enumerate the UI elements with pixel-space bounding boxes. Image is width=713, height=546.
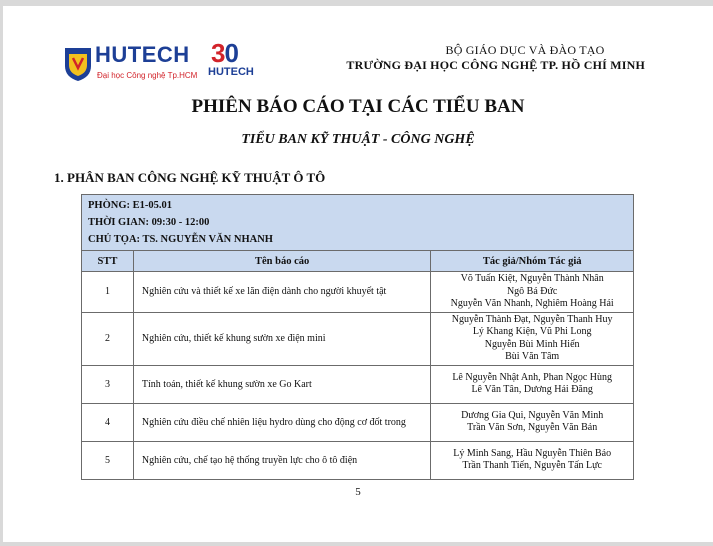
row-authors [431,365,634,403]
row-authors [431,312,634,365]
anniversary-digit-zero: 0 [224,38,238,68]
page-number: 5 [355,486,361,498]
column-header-title: Tên báo cáo [133,251,430,272]
document-page [3,6,713,542]
session-info-cell [82,195,634,251]
anniversary-digit-three: 3 [211,38,225,68]
table-row [82,365,634,403]
page-title: PHIÊN BÁO CÁO TẠI CÁC TIỂU BAN [191,96,525,117]
anniversary-label: HUTECH [208,66,254,78]
author-line: Dương Gia Qui, Nguyễn Văn Minh [461,409,604,421]
row-title: Nghiên cứu và thiết kế xe lăn điện dành cho người khuyết tật [133,272,430,313]
author-line: Lý Minh Sang, Hầu Nguyễn Thiên Bảo [453,447,612,459]
time-info: THỜI GIAN: 09:30 - 12:00 [88,217,210,228]
author-line: Nguyễn Thành Đạt, Nguyễn Thanh Huy [451,313,613,325]
column-header-authors: Tác giả/Nhóm Tác giả [431,251,634,272]
row-title: Tính toán, thiết kế khung sườn xe Go Kart [133,365,430,403]
table-row [82,403,634,441]
author-line: Lê Văn Tân, Dương Hải Đăng [471,384,593,395]
section-heading: 1. PHÂN BAN CÔNG NGHỆ KỸ THUẬT Ô TÔ [54,170,326,185]
room-info: PHÒNG: E1-05.01 [88,200,172,211]
author-line: Bùi Văn Tâm [505,351,560,362]
author-line: Trần Văn Sơn, Nguyễn Văn Bản [467,422,598,433]
author-line: Lê Nguyễn Nhật Anh, Phan Ngọc Hùng [452,371,613,383]
anniversary-logo [205,38,261,86]
institution-block [345,43,645,73]
logo-wordmark: HUTECH [95,42,190,67]
row-stt: 5 [82,441,134,479]
anniversary-number [211,38,238,69]
author-line: Ngô Bá Đức [506,285,558,297]
university-name: TRƯỜNG ĐẠI HỌC CÔNG NGHỆ TP. HỒ CHÍ MINH [346,58,645,72]
author-line: Lý Khang Kiện, Vũ Phi Long [472,326,592,337]
hutech-logo [63,44,203,88]
row-stt: 4 [82,403,134,441]
author-line: Trần Thanh Tiến, Nguyễn Tấn Lực [462,460,602,471]
table-row [82,441,634,479]
row-authors [431,403,634,441]
row-title: Nghiên cứu, chế tạo hệ thống truyền lực cho ô tô điện [133,441,430,479]
page-subtitle: TIỂU BAN KỸ THUẬT - CÔNG NGHỆ [241,132,475,147]
row-stt: 2 [82,312,134,365]
row-authors [431,272,634,313]
row-stt: 3 [82,365,134,403]
shield-icon [63,46,93,82]
author-line: Nguyễn Văn Nhanh, Nghiêm Hoàng Hải [450,298,614,309]
row-authors [431,441,634,479]
session-info-row [82,195,634,251]
row-stt: 1 [82,272,134,313]
author-line: Nguyễn Bùi Minh Hiển [484,338,580,350]
column-header-stt: STT [82,251,134,272]
author-line: Võ Tuấn Kiệt, Nguyễn Thành Nhân [460,273,604,284]
row-title: Nghiên cứu, thiết kế khung sườn xe điện mini [133,312,430,365]
ministry-name: BỘ GIÁO DỤC VÀ ĐÀO TẠO [445,43,605,57]
table-header-row [82,251,634,272]
table-row [82,312,634,365]
chair-info: CHỦ TỌA: TS. NGUYỄN VĂN NHANH [88,234,273,245]
table-row [82,272,634,313]
schedule-table [81,194,634,480]
logo-subtitle: Đại học Công nghệ Tp.HCM [97,71,198,80]
row-title: Nghiên cứu điều chế nhiên liệu hydro dùng cho động cơ đốt trong [133,403,430,441]
